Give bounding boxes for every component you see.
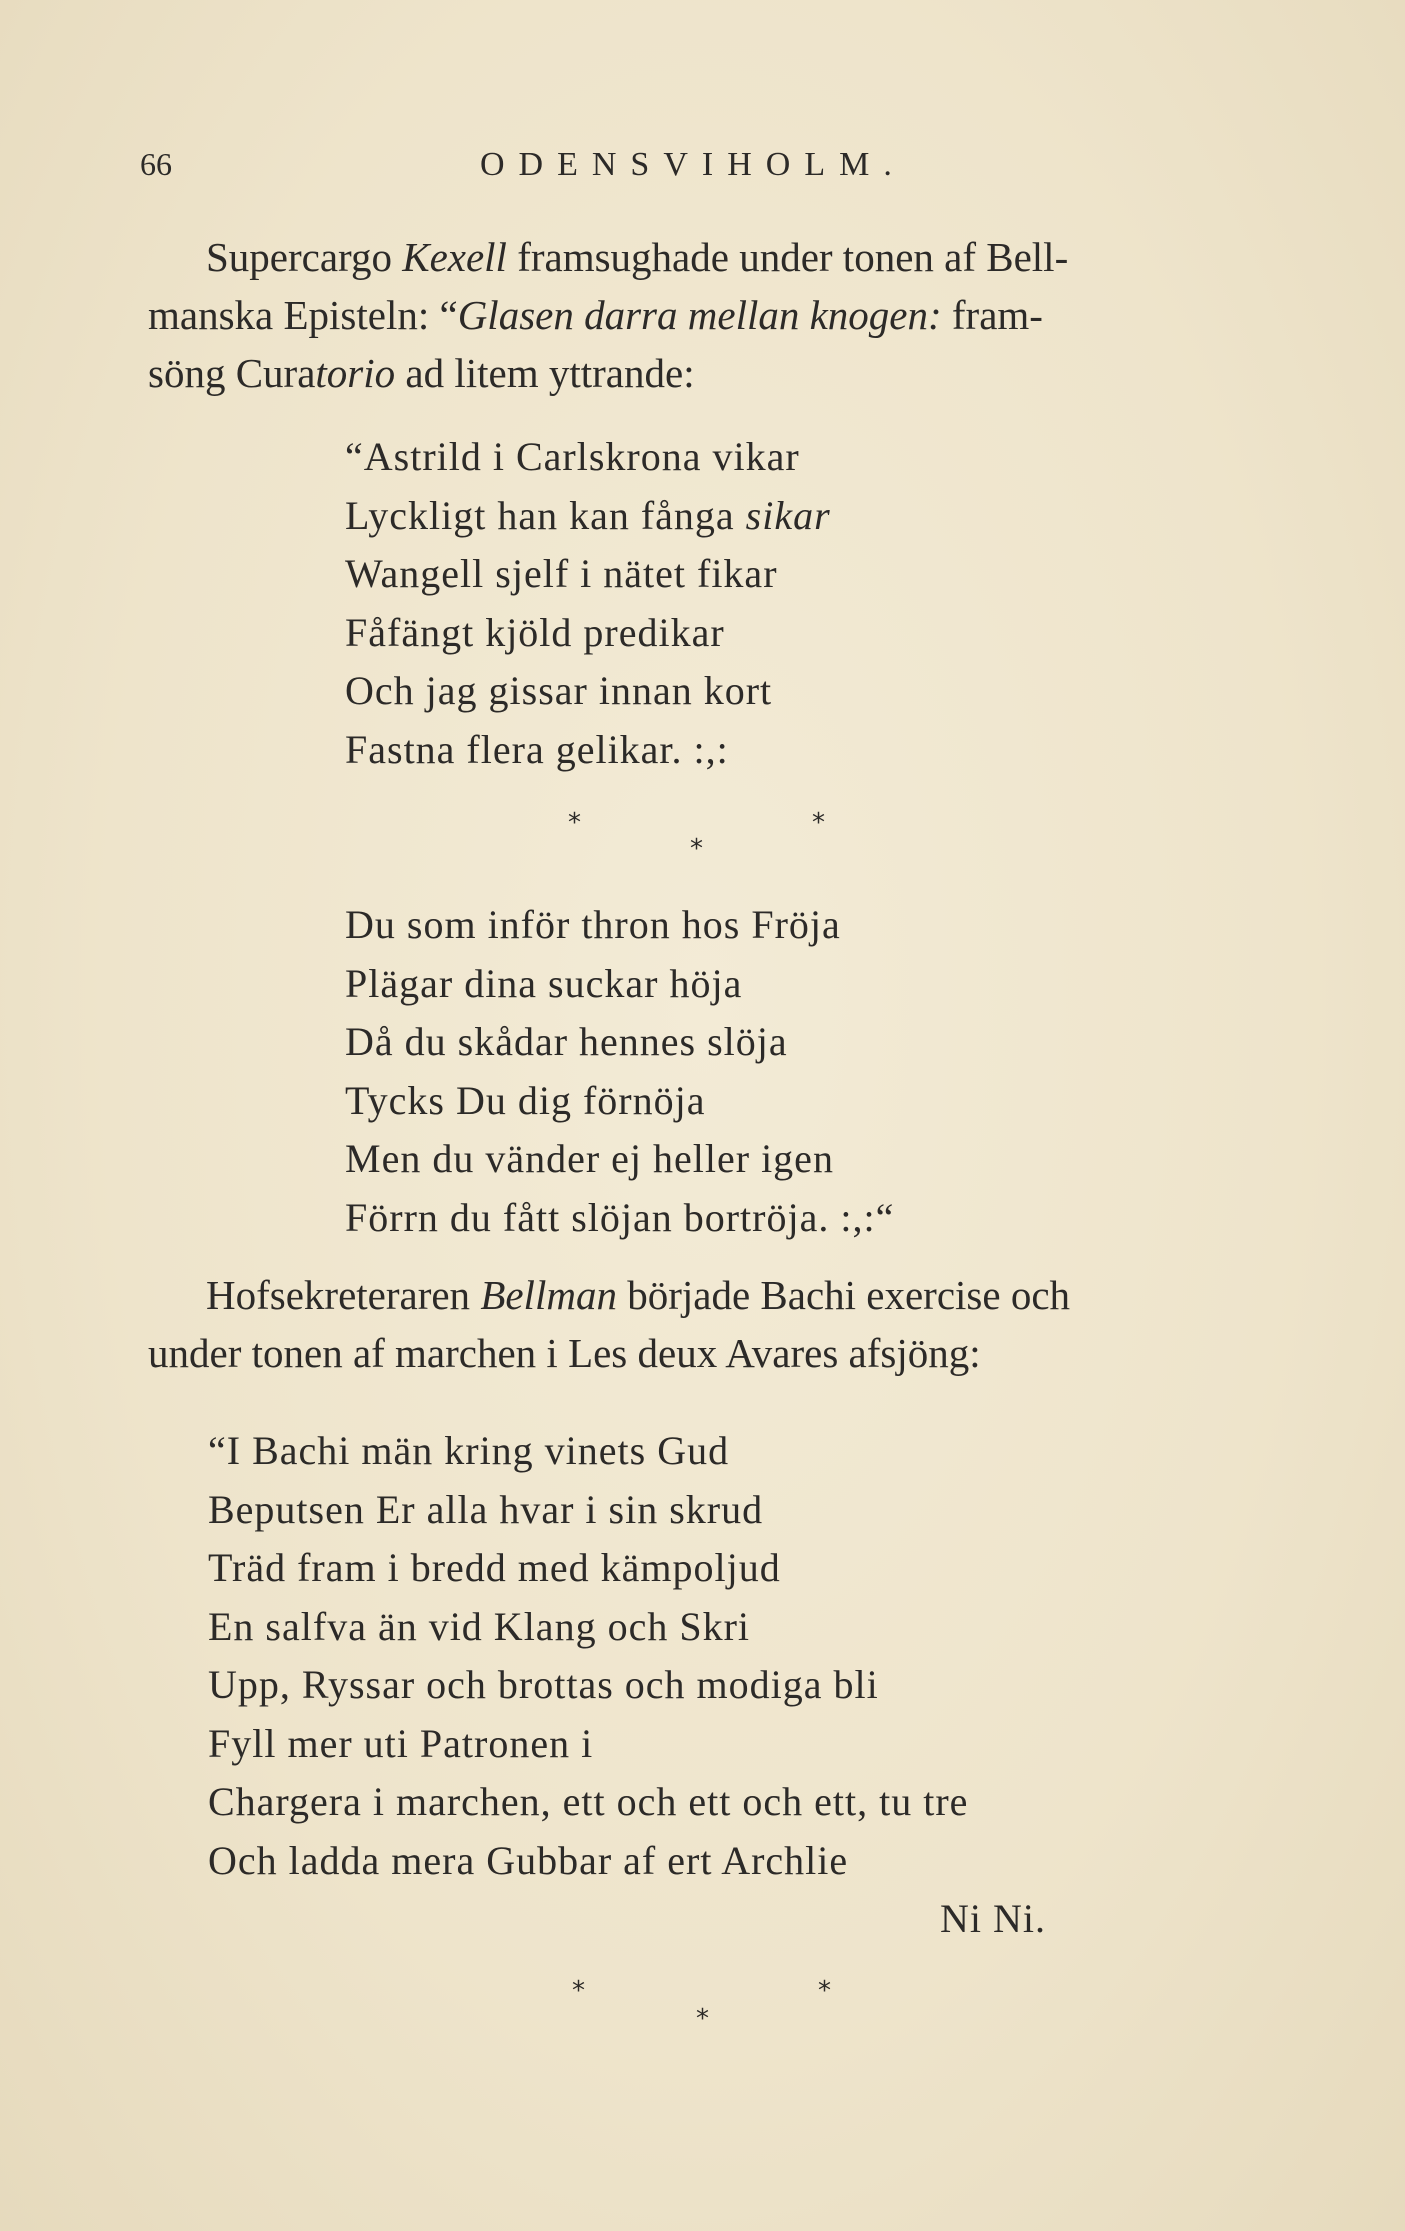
paragraph-2-line-1: Hofsekreteraren Bellman började Bachi exercise och bbox=[206, 1272, 1071, 1318]
verse-line: “I Bachi män kring vinets Gud bbox=[208, 1428, 730, 1473]
verse-line: En salfva än vid Klang och Skri bbox=[208, 1603, 750, 1649]
asterisk: * bbox=[572, 1976, 585, 2006]
asterisk: * bbox=[696, 2004, 709, 2034]
poem-stanza-2 bbox=[345, 896, 894, 1247]
verse-line: Wangell sjelf i nätet fikar bbox=[345, 551, 778, 596]
verse-line: “Astrild i Carlskrona vikar bbox=[345, 434, 800, 479]
paragraph-1 bbox=[148, 228, 1268, 402]
verse-line: Och ladda mera Gubbar af ert Archlie bbox=[208, 1837, 849, 1883]
asterisk: * bbox=[568, 808, 581, 838]
verse-line: Lyckligt han kan fånga sikar bbox=[345, 492, 831, 538]
verse-line: Tycks Du dig förnöja bbox=[345, 1077, 706, 1123]
running-title: ODENSVIHOLM. bbox=[480, 146, 906, 183]
verse-line: Plägar dina suckar höja bbox=[345, 960, 743, 1006]
asterisk: * bbox=[690, 834, 703, 864]
verse-line: Förrn du fått slöjan bortröja. :,:“ bbox=[345, 1194, 895, 1240]
page-header bbox=[140, 140, 1265, 200]
paragraph-1-line-3: söng Curatorio ad litem yttrande: bbox=[148, 350, 695, 396]
verse-line: Och jag gissar innan kort bbox=[345, 668, 773, 713]
verse-line: Fåfängt kjöld predikar bbox=[345, 609, 725, 655]
verse-line: Ni Ni. bbox=[940, 1896, 1046, 1941]
verse-line: Fastna flera gelikar. :,: bbox=[345, 726, 729, 772]
asterisk: * bbox=[818, 1976, 831, 2006]
asterisk: * bbox=[812, 808, 825, 838]
poem-stanza-1 bbox=[345, 428, 831, 779]
verse-line: Beputsen Er alla hvar i sin skrud bbox=[208, 1486, 764, 1532]
poem-stanza-3 bbox=[208, 1422, 1046, 1949]
verse-line: Men du vänder ej heller igen bbox=[345, 1136, 834, 1181]
page-number: 66 bbox=[140, 146, 172, 182]
verse-line: Du som inför thron hos Fröja bbox=[345, 902, 841, 947]
verse-line: Träd fram i bredd med kämpoljud bbox=[208, 1545, 781, 1590]
verse-line: Chargera i marchen, ett och ett och ett, tu tre bbox=[208, 1779, 969, 1824]
paragraph-1-line-2: manska Episteln: “Glasen darra mellan knogen: fram- bbox=[148, 292, 1043, 338]
paragraph-1-line-1: Supercargo Kexell framsughade under tonen af Bell- bbox=[206, 234, 1069, 280]
verse-line: Upp, Ryssar och brottas och modiga bli bbox=[208, 1662, 879, 1707]
paragraph-2-line-2: under tonen af marchen i Les deux Avares afsjöng: bbox=[148, 1330, 981, 1376]
verse-line: Fyll mer uti Patronen i bbox=[208, 1720, 594, 1766]
paragraph-2 bbox=[148, 1266, 1268, 1382]
verse-line: Då du skådar hennes slöja bbox=[345, 1019, 788, 1064]
